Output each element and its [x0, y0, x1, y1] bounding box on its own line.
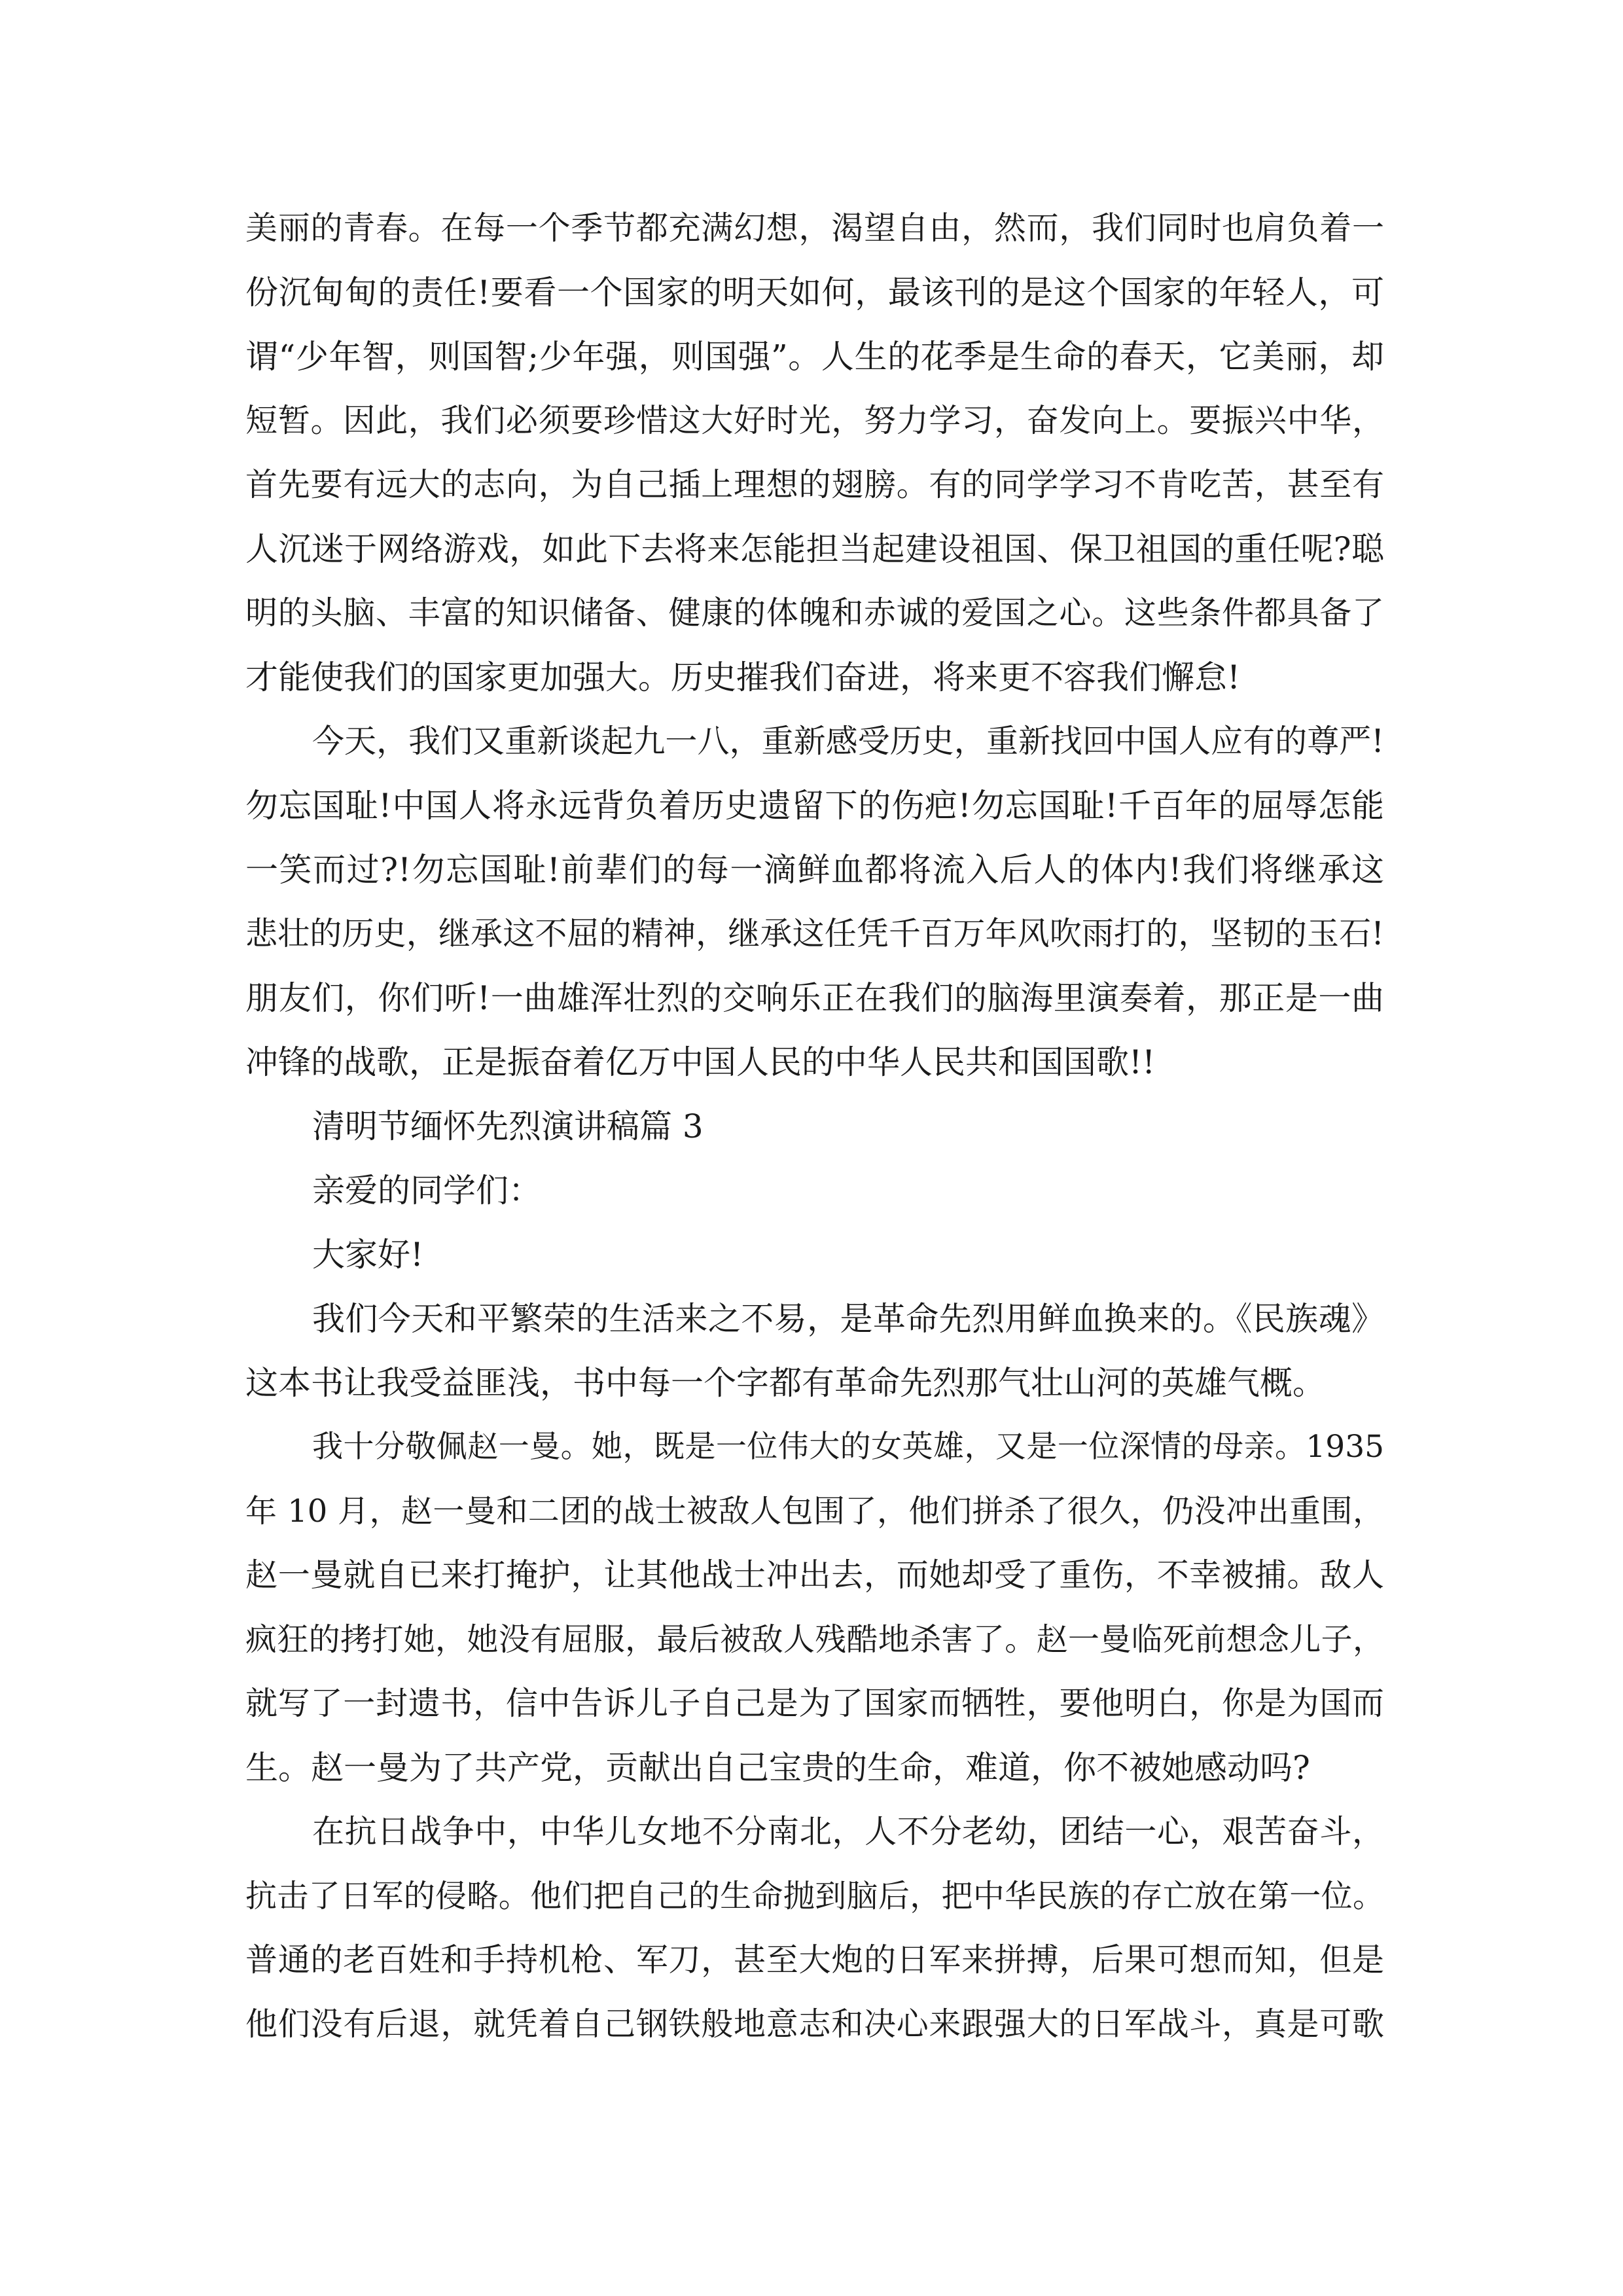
text-line: 才能使我们的国家更加强大。历史摧我们奋进，将来更不容我们懈怠!: [245, 658, 1241, 696]
text-line: 清明节缅怀先烈演讲稿篇 3: [312, 1107, 704, 1145]
text-line: 今天，我们又重新谈起九一八，重新感受历史，重新找回中国人应有的尊严!: [312, 723, 1384, 760]
text-line: 悲壮的历史，继承这不屈的精神，继承这任凭千百万年风吹雨打的，坚韧的玉石!: [245, 915, 1384, 952]
text-line: 人沉迷于网络游戏，如此下去将来怎能担当起建设祖国、保卫祖国的重任呢?聪: [245, 530, 1384, 568]
text-line: 亲爱的同学们：: [312, 1172, 541, 1210]
text-line: 疯狂的拷打她，她没有屈服，最后被敌人残酷地杀害了。赵一曼临死前想念儿子，: [245, 1621, 1384, 1658]
text-line: 他们没有后退，就凭着自己钢铁般地意志和决心来跟强大的日军战斗，真是可歌: [245, 2005, 1384, 2043]
text-line: 这本书让我受益匪浅，书中每一个字都有革命先烈那气壮山河的英雄气概。: [245, 1364, 1325, 1402]
text-line: 短暂。因此，我们必须要珍惜这大好时光，努力学习，奋发向上。要振兴中华，: [245, 402, 1384, 439]
text-line: 在抗日战争中，中华儿女地不分南北，人不分老幼，团结一心，艰苦奋斗，: [312, 1813, 1384, 1850]
text-line: 我们今天和平繁荣的生活来之不易，是革命先烈用鲜血换来的。《民族魂》: [312, 1300, 1384, 1338]
text-line: 谓“少年智，则国智;少年强，则国强”。人生的花季是生命的春天，它美丽，却: [245, 338, 1384, 376]
text-line: 抗击了日军的侵略。他们把自己的生命抛到脑后，把中华民族的存亡放在第一位。: [245, 1878, 1384, 1914]
text-line: 就写了一封遗书，信中告诉儿子自己是为了国家而牺牲，要他明白，你是为国而: [245, 1685, 1384, 1722]
text-line: 一笑而过?!勿忘国耻!前辈们的每一滴鲜血都将流入后人的体内!我们将继承这: [245, 851, 1384, 889]
text-line: 生。赵一曼为了共产党，贡献出自己宝贵的生命，难道，你不被她感动吗?: [245, 1749, 1310, 1787]
text-line: 冲锋的战歌，正是振奋着亿万中国人民的中华人民共和国国歌!!: [245, 1043, 1156, 1081]
text-line: 大家好!: [312, 1236, 424, 1274]
text-line: 明的头脑、丰富的知识储备、健康的体魄和赤诚的爱国之心。这些条件都具备了: [245, 594, 1384, 632]
text-line: 朋友们，你们听!一曲雄浑壮烈的交响乐正在我们的脑海里演奏着，那正是一曲: [245, 979, 1384, 1017]
text-line: 赵一曼就自已来打掩护，让其他战士冲出去，而她却受了重伤，不幸被捕。敌人: [245, 1556, 1384, 1594]
text-line: 年 10 月，赵一曼和二团的战士被敌人包围了，他们拼杀了很久，仍没冲出重围，: [245, 1493, 1384, 1530]
text-line: 普通的老百姓和手持机枪、军刀，甚至大炮的日军来拼搏，后果可想而知，但是: [245, 1941, 1384, 1979]
text-line: 美丽的青春。在每一个季节都充满幻想，渴望自由，然而，我们同时也肩负着一: [245, 209, 1384, 247]
text-line: 我十分敬佩赵一曼。她，既是一位伟大的女英雄，又是一位深情的母亲。1935: [312, 1429, 1384, 1465]
text-line: 勿忘国耻!中国人将永远背负着历史遗留下的伤疤!勿忘国耻!千百年的屈辱怎能: [245, 787, 1384, 825]
text-line: 份沉甸甸的责任!要看一个国家的明天如何，最该刊的是这个国家的年轻人，可: [245, 274, 1384, 312]
text-line: 首先要有远大的志向，为自己插上理想的翅膀。有的同学学习不肯吃苦，甚至有: [245, 466, 1384, 503]
